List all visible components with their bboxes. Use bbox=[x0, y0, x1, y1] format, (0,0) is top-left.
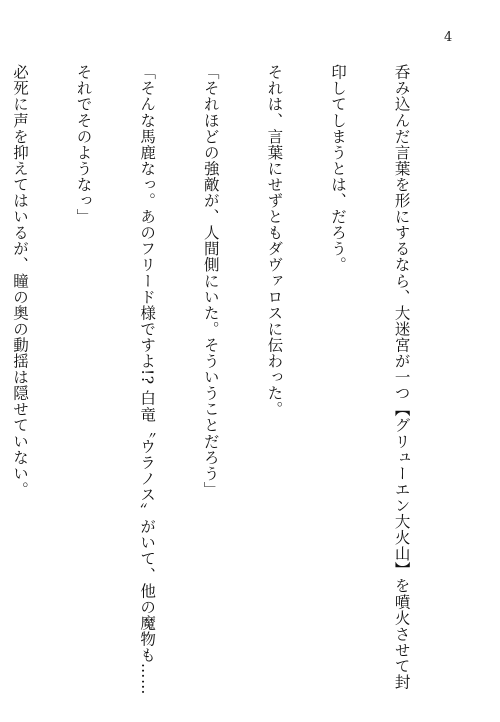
text-line: それは、言葉にせずともダヴァロスに伝わった。 bbox=[265, 64, 284, 418]
text-line: 「そんな馬鹿なっ。あのフリード様ですよ!? 白竜〝ウラノス〟がいて、他の魔物も…… bbox=[138, 64, 157, 696]
page-number: 4 bbox=[444, 30, 453, 45]
vertical-text-body bbox=[10, 64, 454, 696]
text-line: 呑み込んだ言葉を形にするなら、大迷宮が一つ【グリューエン大火山】を噴火させて封 bbox=[392, 64, 411, 690]
text-line: 必死に声を抑えてはいるが、瞳の奥の動揺は隠せていない。 bbox=[10, 64, 29, 498]
text-line: 印してしまうとは、だろう。 bbox=[328, 64, 347, 273]
text-line: 「それほどの強敵が、人間側にいた。そういうことだろう」 bbox=[201, 64, 220, 498]
text-line: それでそのようなっ」 bbox=[74, 64, 93, 225]
